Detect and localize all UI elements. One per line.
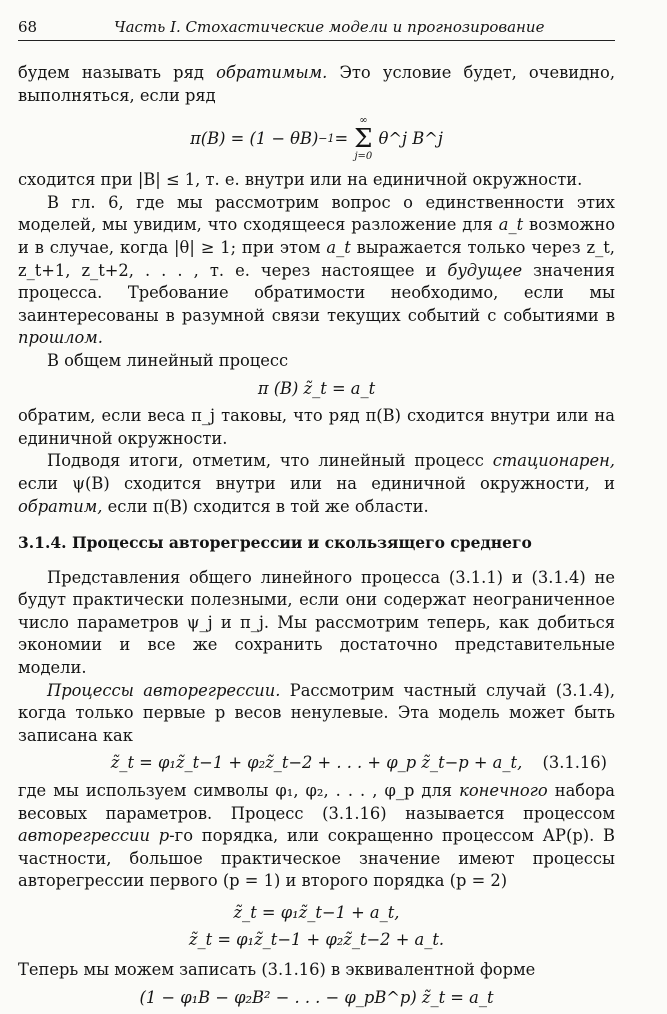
paragraph-general-linear: В общем линейный процесс	[47, 350, 289, 370]
page-body	[18, 62, 615, 1014]
paragraph-equivalent-form: Теперь мы можем записать (3.1.16) в эквивалентной форме	[18, 960, 536, 979]
paragraph-symbols: где мы используем символы φ₁, φ₂, . . . , φ_p для конечного набора весовых параметров. Процесс (3.1.16) называется процессом авторегрессии p-го порядка, или сокращенно процессом АР(p). В частности, большое практическое значение имеют процессы авторегрессии первого (p = 1) и второго порядка (p = 2)	[18, 781, 616, 891]
equation-ar2: z̃_t = φ₁z̃_t−1 + φ₂z̃_t−2 + a_t.	[188, 930, 445, 949]
paragraph-summary: Подводя итоги, отметим, что линейный процесс стационарен, если ψ(B) сходится внутри или на единичной окружности, и обратим, если π(B) сходится в той же области.	[18, 451, 615, 516]
paragraph-uniqueness: В гл. 6, где мы рассмотрим вопрос о единственности этих моделей, мы увидим, что сходящееся разложение для a_t возможно и в случае, когда |θ| ≥ 1; при этом a_t выражается только через z_t, z_t+1, z_t+2, . . . , т. е. через настоящее и будущее значения процесса. Требование обратимости необходимо, если мы заинтересованы в разумной связи текущих событий с событиями в прошлом.	[18, 192, 616, 348]
equation-number: (3.1.16)	[542, 753, 607, 773]
section-heading: 3.1.4. Процессы авторегрессии и скользящего среднего	[18, 533, 532, 553]
equation-operator-form: (1 − φ₁B − φ₂B² − . . . − φ_pB^p) z̃_t = a_t	[139, 987, 494, 1007]
equation-pi-series: π(B) = (1 − θB) −1 = ∞ Σ j=0 θ^j B^j	[190, 115, 443, 163]
equation-ar-process: z̃_t = φ₁z̃_t−1 + φ₂z̃_t−2 + . . . + φ_p z̃_t−p + a_t, (3.1.16)	[18, 752, 615, 775]
equation-ar1: z̃_t = φ₁z̃_t−1 + a_t,	[233, 903, 400, 922]
paragraph-convergence: сходится при |B| ≤ 1, т. е. внутри или на единичной окружности.	[18, 170, 583, 190]
equation-linear-process: π (B) z̃_t = a_t	[257, 378, 376, 398]
paragraph-autoregression: Процессы авторегрессии. Рассмотрим частный случай (3.1.4), когда только первые p весов ненулевые. Эта модель может быть записана как	[18, 680, 615, 745]
paragraph-weights: обратим, если веса π_j таковы, что ряд π(B) сходится внутри или на единичной окружности.	[18, 406, 615, 448]
paragraph-representations: Представления общего линейного процесса (3.1.1) и (3.1.4) не будут практически полезными, если они содержат неограниченное число параметров ψ_j и π_j. Мы рассмотрим теперь, как добиться экономии и все же сохранить достаточно представительные модели.	[18, 567, 615, 678]
equation-ar1-ar2	[18, 899, 615, 953]
summation-sign: ∞ Σ j=0	[354, 115, 373, 163]
page-number: 68	[18, 18, 38, 36]
running-title: Часть I. Стохастические модели и прогнозирование	[114, 18, 545, 36]
paragraph-invertible: будем называть ряд обратимым. Это условие будет, очевидно, выполняться, если ряд	[18, 63, 616, 105]
running-header	[18, 12, 615, 41]
